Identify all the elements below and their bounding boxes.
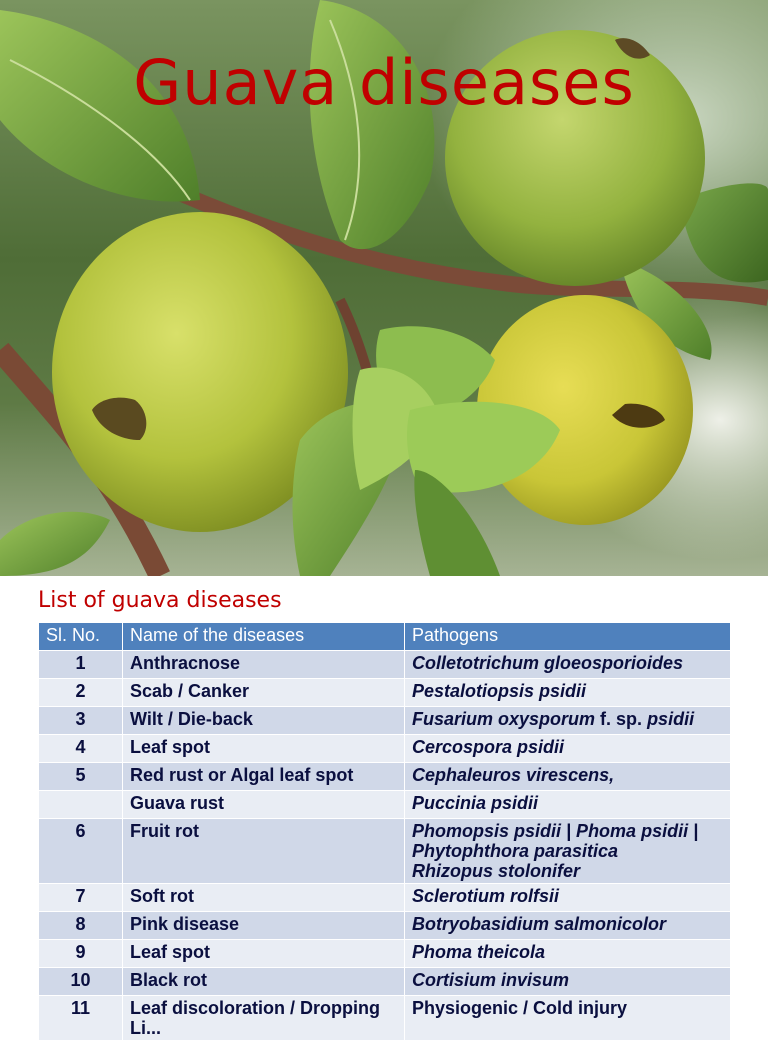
disease-table [38,622,731,1041]
table-row [39,679,731,707]
pathogen-name: Cercospora psidii [405,735,731,763]
row-number [39,791,123,819]
table-row [39,912,731,940]
table-row [39,884,731,912]
disease-name-line: Leaf discoloration / Dropping [130,998,381,1018]
row-number: 9 [39,940,123,968]
pathogen-name: Phoma theicola [405,940,731,968]
disease-name-line: Li... [130,1018,161,1038]
row-number: 3 [39,707,123,735]
table-row [39,763,731,791]
row-number: 8 [39,912,123,940]
row-number: 1 [39,651,123,679]
row-number: 7 [39,884,123,912]
disease-name: Black rot [123,968,405,996]
pathogen-name: Physiogenic / Cold injury [405,996,731,1041]
pathogen-name [405,819,731,884]
column-header-disease-name: Name of the diseases [123,623,405,651]
disease-name: Leaf spot [123,940,405,968]
table-row [39,707,731,735]
table-row [39,940,731,968]
pathogen-name [405,707,731,735]
column-header-sl-no: Sl. No. [39,623,123,651]
pathogen-name: Pestalotiopsis psidii [405,679,731,707]
pathogen-line: Phomopsis psidii | Phoma psidii | [412,821,699,841]
pathogen-name: Puccinia psidii [405,791,731,819]
row-number: 2 [39,679,123,707]
table-row [39,968,731,996]
disease-name: Wilt / Die-back [123,707,405,735]
row-number: 6 [39,819,123,884]
disease-name: Fruit rot [123,819,405,884]
column-header-pathogens: Pathogens [405,623,731,651]
disease-name: Pink disease [123,912,405,940]
list-heading: List of guava diseases [38,588,282,613]
disease-name: Leaf spot [123,735,405,763]
table-header-row [39,623,731,651]
disease-name: Red rust or Algal leaf spot [123,763,405,791]
disease-name: Anthracnose [123,651,405,679]
table-row [39,996,731,1041]
row-number: 10 [39,968,123,996]
table-row [39,651,731,679]
row-number: 5 [39,763,123,791]
pathogen-name: Cephaleuros virescens, [405,763,731,791]
disease-name [123,996,405,1041]
disease-name: Scab / Canker [123,679,405,707]
pathogen-species: Fusarium oxysporum [412,709,596,729]
disease-name: Guava rust [123,791,405,819]
table-row [39,735,731,763]
pathogen-line: Phytophthora parasitica [412,841,619,861]
pathogen-name: Cortisium invisum [405,968,731,996]
pathogen-host: psidii [647,709,695,729]
pathogen-name: Colletotrichum gloeosporioides [405,651,731,679]
pathogen-line: Rhizopus stolonifer [412,861,580,881]
disease-name: Soft rot [123,884,405,912]
table-row [39,819,731,884]
row-number: 11 [39,996,123,1041]
pathogen-name: Sclerotium rolfsii [405,884,731,912]
pathogen-name: Botryobasidium salmonicolor [405,912,731,940]
page-title: Guava diseases [133,46,635,119]
pathogen-forma-specialis: f. sp. [595,709,648,729]
row-number: 4 [39,735,123,763]
table-row [39,791,731,819]
